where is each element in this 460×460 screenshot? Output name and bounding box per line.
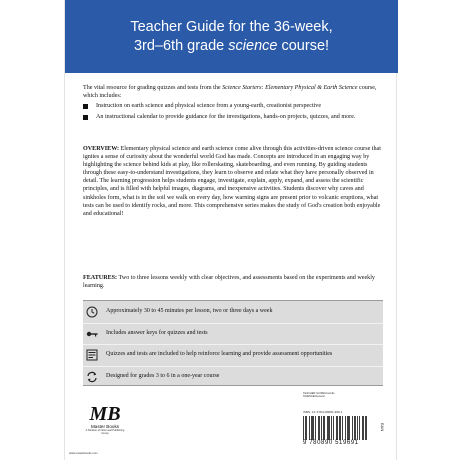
bullet-list bbox=[83, 102, 383, 124]
cycle-arrows-icon bbox=[86, 371, 98, 383]
barcode-icon bbox=[303, 416, 367, 440]
overview-label: OVERVIEW: bbox=[83, 146, 120, 152]
publisher-name: Master Books bbox=[90, 424, 120, 429]
isbn-label: ISBN: 13: 978-0-89051-969-1 bbox=[303, 410, 343, 414]
banner-emphasis: science bbox=[228, 37, 278, 54]
header-banner bbox=[65, 0, 398, 73]
banner-line-1: Teacher Guide for the 36-week, bbox=[130, 18, 333, 35]
publisher-logo bbox=[85, 404, 125, 454]
feature-table bbox=[83, 300, 383, 386]
publisher-url: www.masterbooks.com bbox=[69, 451, 98, 455]
intro-paragraph: The vital resource for grading quizzes and tests from the Science Starters: Elementary Physical & Earth Science course, which includes: bbox=[83, 85, 377, 100]
square-bullet-icon bbox=[83, 115, 88, 120]
book-back-cover bbox=[64, 0, 397, 460]
category-label: TEACHER GUIDE/Juvenile SCIENCE/General bbox=[303, 392, 335, 399]
ean-digits: 9 780890 519691 bbox=[303, 440, 359, 446]
feature-row-quizzes: Quizzes and tests are included to help reinforce learning and provide assessment opportunities bbox=[83, 344, 383, 366]
ean-code-label: EAN bbox=[380, 422, 385, 432]
feature-row-grades: Designed for grades 3 to 6 in a one-year course bbox=[83, 366, 383, 388]
key-icon bbox=[86, 328, 98, 340]
publisher-division: A Division of New Leaf Publishing Group bbox=[85, 429, 125, 436]
banner-line-2: 3rd–6th grade science course! bbox=[133, 37, 330, 54]
bullet-item: An instructional calendar to provide guidance for the investigations, hands-on projects, quizzes, and more. bbox=[83, 113, 383, 121]
clock-icon bbox=[86, 306, 98, 318]
bullet-item: Instruction on earth science and physical science from a young-earth, creationist perspective bbox=[83, 102, 383, 110]
feature-row-answer-keys: Includes answer keys for quizzes and tests bbox=[83, 323, 383, 345]
features-label: FEATURES: bbox=[83, 275, 118, 281]
checklist-icon bbox=[86, 349, 98, 361]
barcode-area bbox=[299, 392, 387, 452]
features-paragraph: FEATURES: Two to three lessons weekly with clear objectives, and assessments based on the experiments and weekly learning. bbox=[83, 275, 375, 290]
overview-paragraph: OVERVIEW: Elementary physical science and earth science come alive through this activities-driven science course that ignites a sense of curiosity about the wonderful world God has made. Concepts are introduced in an engaging way by highlighting the science behind kids at play, like rollerskating, skateboarding, and even running. By guiding students through these easy-to-understand investigations, they learn to observe and relate what they have personally observed in detail. The learning progression helps students engage, investigate, explain, apply, expand, and assess the scientific principles, and is filled with helpful images, diagrams, and inexpensive activities. Students discover why caves and sinkholes form, what is in the soil we walk on every day, how warning signs are present prior to volcanic eruptions, what tests can be used to identify rocks, and more. This comprehensive series makes the study of God's creation both enjoyable and educational! bbox=[83, 146, 381, 217]
publisher-logo-mark: MB bbox=[89, 403, 121, 425]
square-bullet-icon bbox=[83, 104, 88, 109]
feature-row-time: Approximately 30 to 45 minutes per lesson, two or three days a week bbox=[83, 301, 383, 323]
